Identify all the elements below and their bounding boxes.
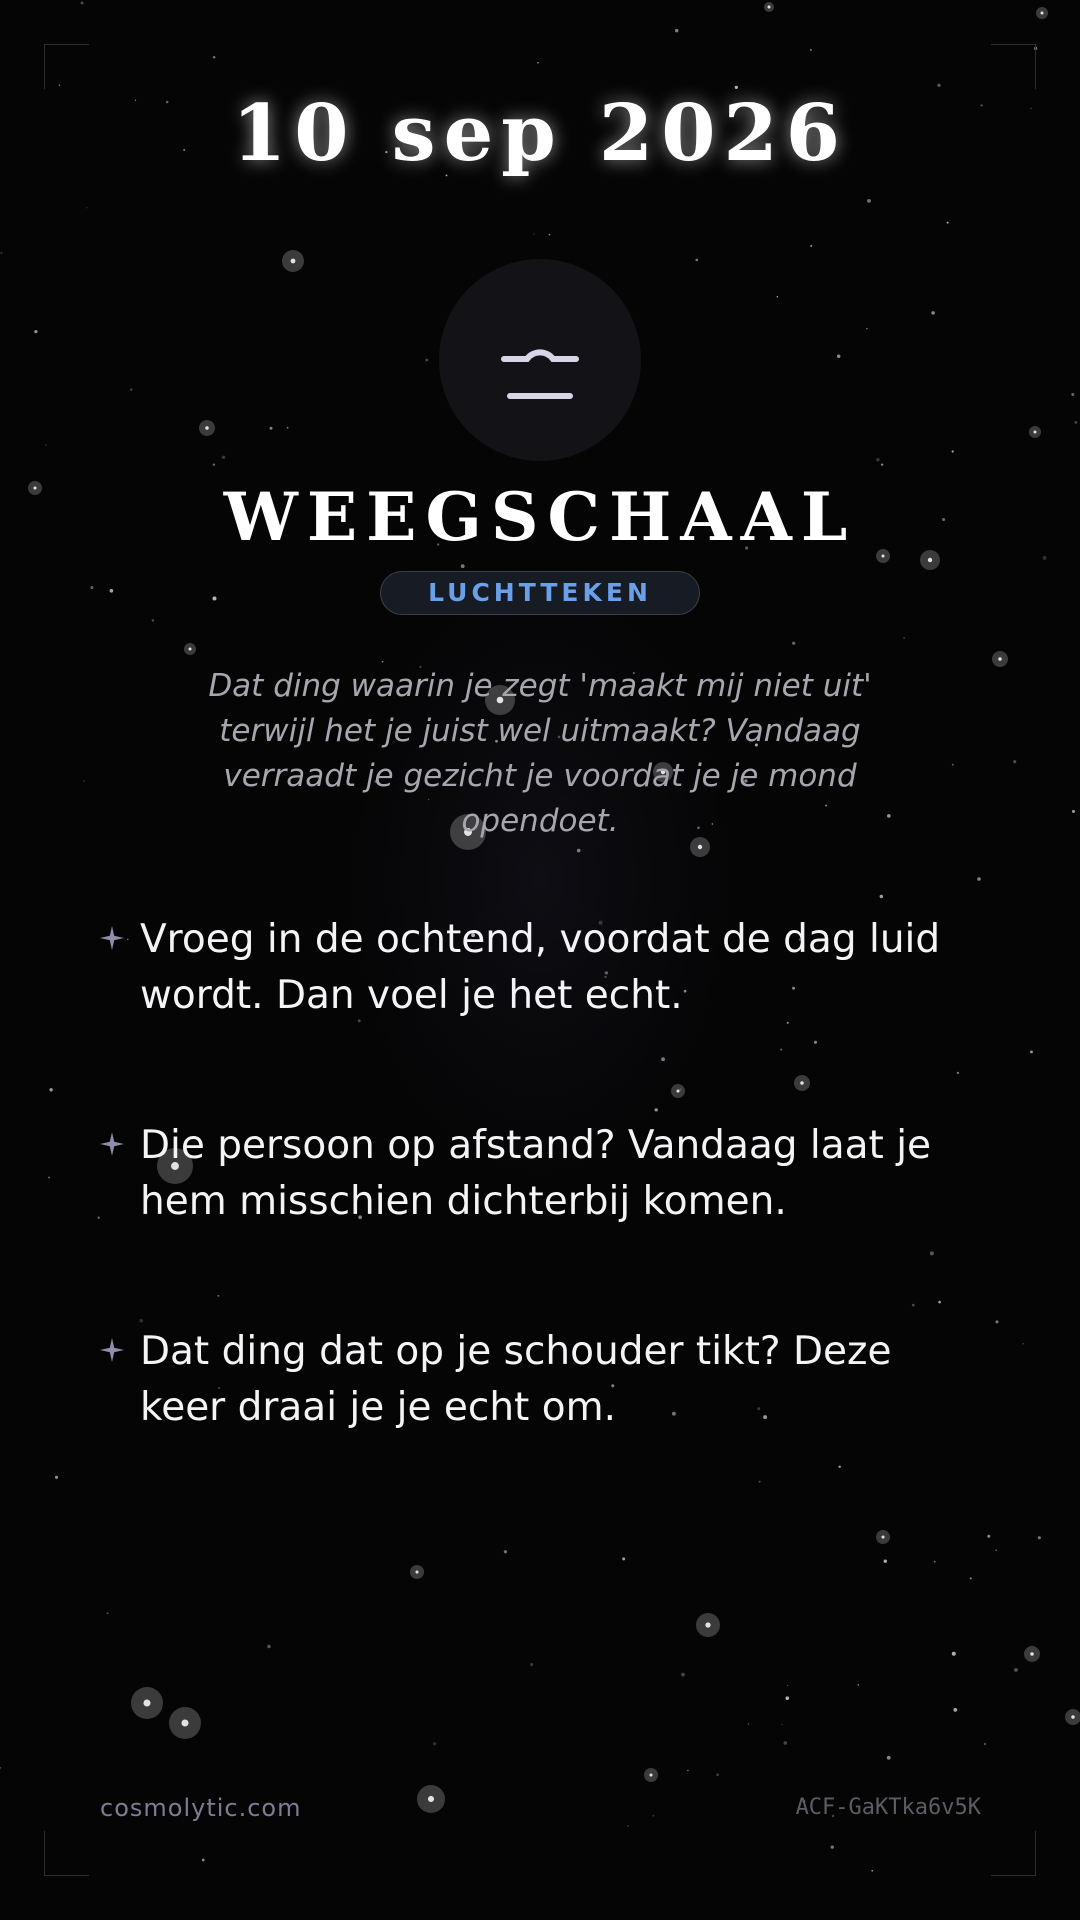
glow-star-core [181,1719,188,1726]
star-dot [867,199,871,203]
corner-frame-top-left [44,44,89,89]
glow-star-core [649,1773,652,1776]
star-dot [781,1724,782,1725]
star-dot [127,939,128,940]
star-dot [1030,1050,1033,1053]
star-dot [0,252,2,254]
star-dot [461,564,465,568]
star-dot [1071,393,1074,396]
sign-name: WEEGSCHAAL [223,478,857,556]
star-dot [1038,1536,1041,1539]
star-dot [810,245,812,247]
star-dot [952,450,954,452]
glow-star-core [800,1081,804,1085]
glow-star-core [928,558,932,562]
star-dot [957,1072,959,1074]
star-dot [814,1041,817,1044]
star-dot [213,597,217,601]
star-dot [622,1557,625,1560]
glow-star-core [1071,1715,1075,1719]
star-dot [549,234,551,236]
star-dot [577,849,581,853]
star-dot [1013,760,1016,763]
star-dot [930,1251,934,1255]
libra-scale-icon [490,310,590,410]
star-dot [504,1550,507,1553]
star-dot [49,1088,52,1091]
star-dot [871,1870,873,1872]
star-dot [98,1217,100,1219]
glow-star-core [698,845,702,849]
star-dot [0,1767,1,1769]
glow-star-core [291,259,296,264]
glow-star-core [428,1796,434,1802]
star-dot [880,895,883,898]
star-dot [937,84,940,87]
glow-star-core [189,648,192,651]
star-dot [81,2,84,5]
star-dot [784,1741,788,1745]
star-dot [970,1577,972,1579]
star-dot [213,56,216,59]
star-dot [139,1319,143,1323]
star-dot [996,1320,999,1323]
star-dot [627,1825,629,1827]
star-dot [810,49,812,51]
prediction-text: Die persoon op afstand? Vandaag laat je hem misschien dichterbij komen. [140,1123,932,1224]
corner-frame-bottom-left [44,1831,89,1876]
star-dot [934,1561,936,1563]
star-dot [759,1481,761,1483]
star-dot [130,388,132,390]
star-dot [792,642,795,645]
star-dot [837,354,840,357]
star-dot [687,1770,688,1771]
glow-star-core [1030,1652,1034,1656]
star-dot [931,311,935,315]
star-dot [86,207,87,208]
star-dot [780,1049,782,1051]
star-dot [858,1684,860,1686]
star-dot [881,463,883,465]
star-dot [866,328,867,329]
star-dot [716,1773,719,1776]
star-dot [34,330,37,333]
star-dot [90,586,93,589]
glow-star-core [768,6,771,9]
star-dot [984,1743,986,1745]
star-dot [152,619,155,622]
prediction-text: Dat ding dat op je schouder tikt? Deze keer draai je je echt om. [140,1329,892,1430]
star-dot [110,589,114,593]
star-dot [838,1466,840,1468]
star-dot [995,1549,997,1551]
star-dot [831,1846,834,1849]
sparkle-icon [100,1338,124,1362]
star-dot [876,458,880,462]
star-dot [382,661,384,663]
star-dot [107,1612,109,1614]
star-dot [977,877,981,881]
star-dot [287,427,289,429]
star-dot [947,222,949,224]
glow-star-core [415,1570,418,1573]
star-dot [747,1723,749,1725]
star-dot [433,1742,436,1745]
star-dot [1074,421,1077,424]
star-dot [1043,556,1047,560]
glow-star-core [1034,431,1037,434]
star-dot [83,780,85,782]
star-dot [696,259,699,262]
glow-star-core [205,426,209,430]
star-dot [533,233,534,234]
star-dot [1072,810,1075,813]
star-dot [55,1476,58,1479]
star-dot [952,764,954,766]
star-dot [1014,1668,1018,1672]
corner-frame-bottom-right [991,1831,1036,1876]
star-dot [903,637,905,639]
star-dot [987,1535,990,1538]
star-dot [45,444,47,446]
star-dot [952,1652,956,1656]
star-dot [661,1057,665,1061]
glow-star-core [143,1699,150,1706]
glow-star-core [998,657,1002,661]
star-dot [48,1177,50,1179]
star-dot [202,1859,205,1862]
glow-star-core [1041,12,1044,15]
star-dot [953,1708,957,1712]
glow-star-core [676,1089,679,1092]
star-dot [787,1685,788,1686]
footer-code: ACF-GaKTka6v5K [795,1795,981,1820]
star-dot [425,359,428,362]
star-dot [884,1560,887,1563]
star-dot [786,1696,790,1700]
star-dot [887,1756,891,1760]
star-dot [1022,1343,1024,1345]
star-dot [213,463,215,465]
star-dot [675,29,678,32]
glow-star-core [881,1535,884,1538]
sparkle-icon [100,1132,124,1156]
prediction-text: Vroeg in de ochtend, voordat de dag luid wordt. Dan voel je het echt. [140,917,941,1018]
star-dot [222,456,225,459]
star-dot [912,1304,915,1307]
star-dot [655,1108,658,1111]
star-dot [681,1673,685,1677]
glow-star-core [705,1622,710,1627]
star-dot [938,1301,941,1304]
star-dot [217,1295,219,1297]
star-dot [270,427,273,430]
star-dot [777,296,779,298]
date-heading: 10 sep 2026 [231,88,849,179]
star-dot [653,1815,655,1817]
intro-text: Dat ding waarin je zegt 'maakt mij niet uit' terwijl het je juist wel uitmaakt? Vandaag verraadt je gezicht je voordat je je mond opendoet. [208,668,872,839]
footer-site-link[interactable]: cosmolytic.com [100,1794,302,1822]
element-badge: LUCHTTEKEN [380,571,700,615]
star-dot [537,62,539,64]
sign-icon-circle [439,259,641,461]
star-dot [267,1645,270,1648]
sparkle-icon [100,926,124,950]
star-dot [530,1663,533,1666]
corner-frame-top-right [991,44,1036,89]
